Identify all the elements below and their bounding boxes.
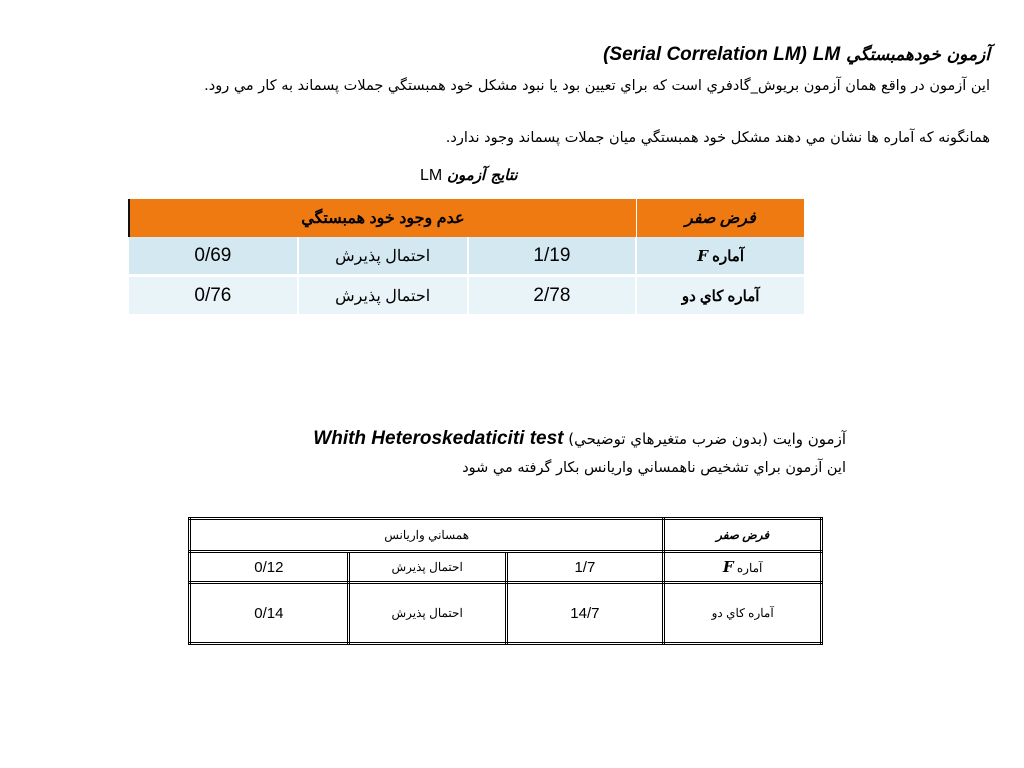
serial-correlation-heading [603, 44, 990, 66]
header-null-hypothesis: فرض صفر [636, 199, 804, 237]
row-label-text: آماره [712, 247, 744, 265]
f-symbol: F [697, 246, 708, 265]
f-symbol: F [722, 558, 734, 576]
heading-latin: (Serial Correlation LM) [603, 44, 807, 65]
header-hypothesis: عدم وجود خود همبستگي [129, 199, 636, 237]
lm-results-table [128, 199, 804, 314]
table-header-row [190, 519, 822, 552]
header-hypothesis: همساني واريانس [190, 519, 664, 552]
row-label [636, 237, 804, 276]
white-results-table [188, 517, 823, 645]
serial-correlation-description: اين آزمون در واقع همان آزمون بريوش_گادفري است كه براي تعيين بود يا نبود مشكل خود همبستگي جملات پسماند به كار مي رود. [204, 78, 990, 94]
header-null-hypothesis: فرض صفر [664, 519, 822, 552]
row-label: آماره كاي دو [636, 276, 804, 315]
probability-value: 0/69 [129, 237, 298, 276]
caption-fa: نتايج آزمون [447, 166, 518, 184]
row-label-text: آماره [736, 561, 763, 575]
result-text: احتمال پذيرش [348, 583, 506, 644]
white-test-heading [313, 428, 846, 450]
table-row [129, 276, 804, 315]
row-label [664, 552, 822, 583]
statistic-value: 1/7 [506, 552, 664, 583]
statistic-value: 1/19 [468, 237, 637, 276]
statistic-value: 14/7 [506, 583, 664, 644]
lm-table-caption [420, 166, 518, 185]
row-label: آماره كاي دو [664, 583, 822, 644]
heading-fa: آزمون وايت (بدون ضرب متغيرهاي توضيحي) [568, 430, 846, 448]
result-text: احتمال پذيرش [298, 276, 468, 315]
probability-value: 0/14 [190, 583, 349, 644]
heading-fa: آزمون خودهمبستگي [846, 45, 990, 65]
result-text: احتمال پذيرش [348, 552, 506, 583]
table-row [190, 583, 822, 644]
probability-value: 0/76 [129, 276, 298, 315]
serial-correlation-note: همانگونه كه آماره ها نشان مي دهند مشكل خود همبستگي ميان جملات پسماند وجود ندارد. [445, 130, 990, 146]
probability-value: 0/12 [190, 552, 349, 583]
white-test-description: اين آزمون براي تشخيص ناهمساني واريانس بكار گرفته مي شود [462, 460, 846, 476]
table-row [129, 237, 804, 276]
statistic-value: 2/78 [468, 276, 637, 315]
caption-latin: LM [420, 167, 443, 184]
heading-latin: Whith Heteroskedaticiti test [313, 428, 564, 449]
table-row [190, 552, 822, 583]
table-header-row [129, 199, 804, 237]
result-text: احتمال پذيرش [298, 237, 468, 276]
heading-lm: LM [812, 44, 841, 65]
